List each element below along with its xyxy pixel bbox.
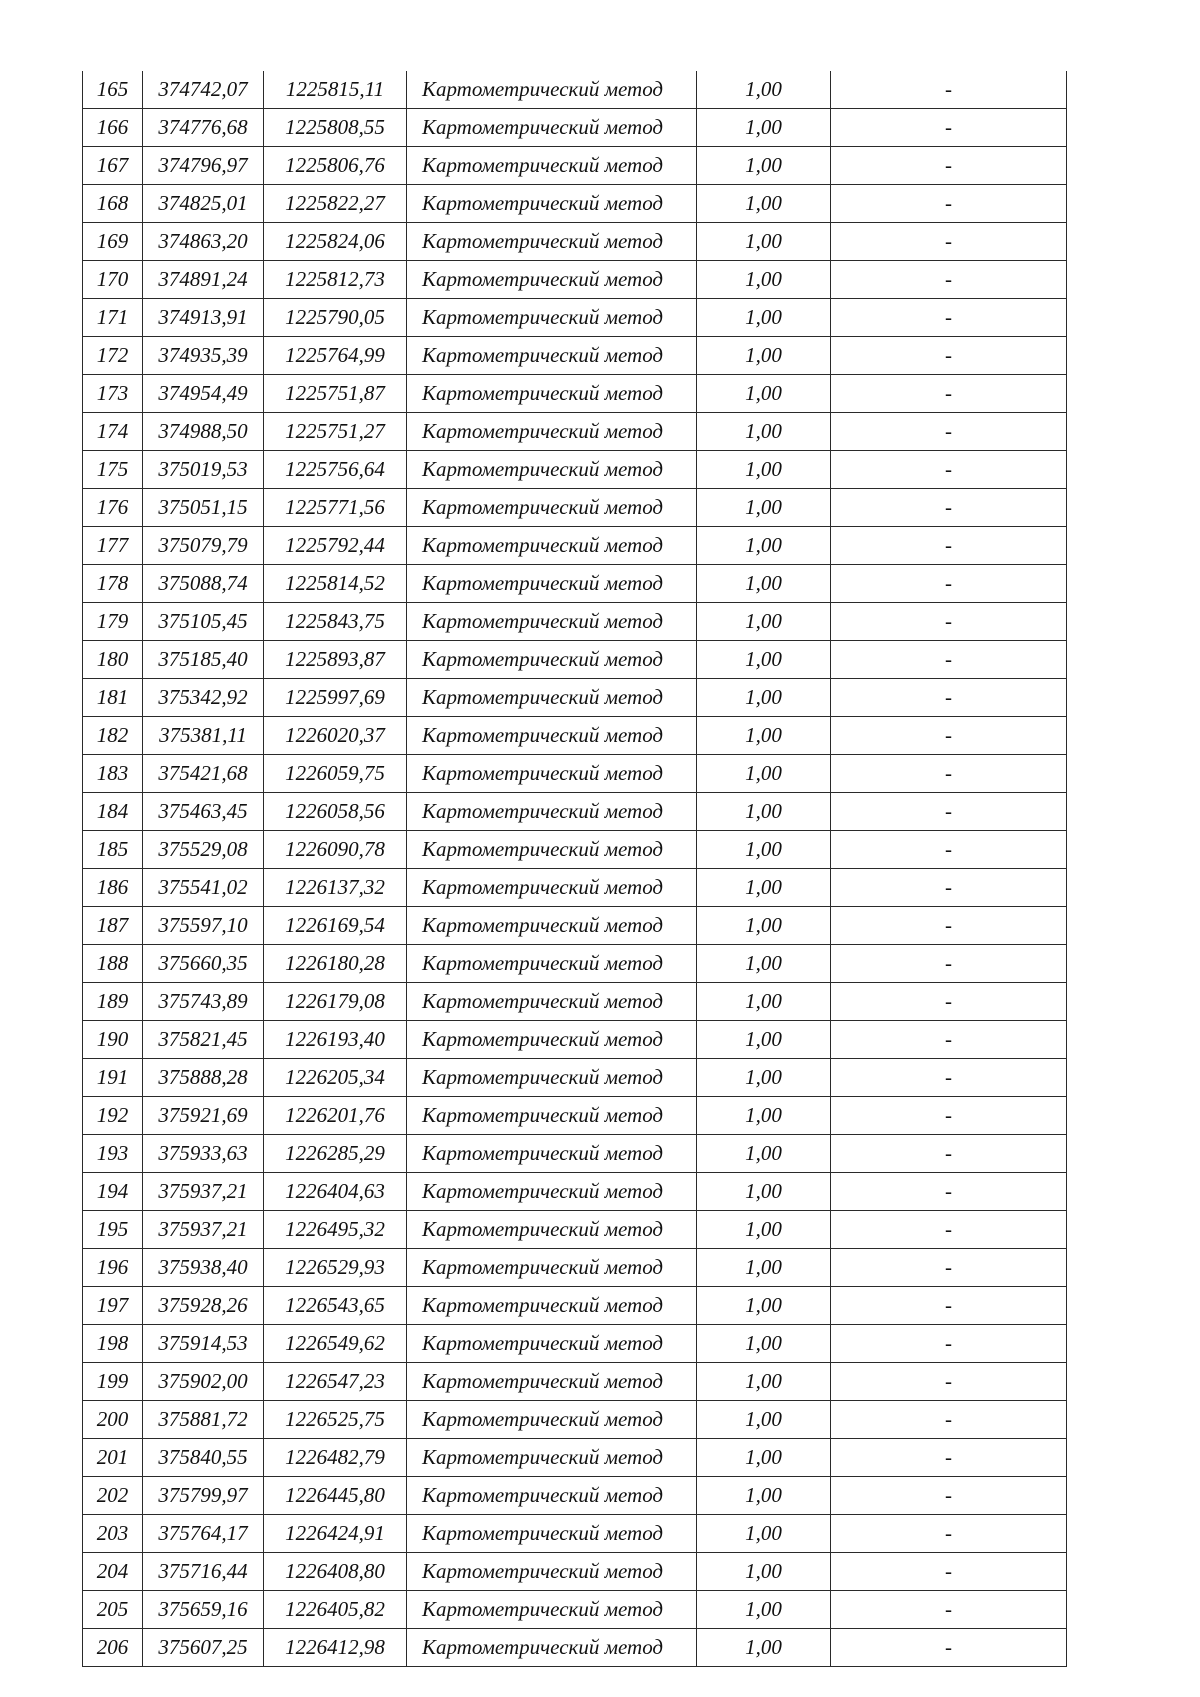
description-cell: - [831,1439,1067,1477]
point-number-cell: 189 [83,983,143,1021]
y-coordinate-cell: 1226205,34 [264,1059,407,1097]
description-cell: - [831,109,1067,147]
method-cell: Картометрический метод [407,451,697,489]
table-row [83,1211,1067,1249]
method-cell: Картометрический метод [407,185,697,223]
table-row [83,1515,1067,1553]
method-cell: Картометрический метод [407,413,697,451]
description-cell: - [831,565,1067,603]
table-row [83,413,1067,451]
accuracy-cell: 1,00 [697,1363,831,1401]
point-number-cell: 186 [83,869,143,907]
point-number-cell: 184 [83,793,143,831]
accuracy-cell: 1,00 [697,565,831,603]
y-coordinate-cell: 1226408,80 [264,1553,407,1591]
description-cell: - [831,717,1067,755]
accuracy-cell: 1,00 [697,1173,831,1211]
x-coordinate-cell: 375529,08 [143,831,264,869]
y-coordinate-cell: 1225824,06 [264,223,407,261]
method-cell: Картометрический метод [407,1173,697,1211]
y-coordinate-cell: 1226543,65 [264,1287,407,1325]
table-row [83,945,1067,983]
x-coordinate-cell: 374776,68 [143,109,264,147]
x-coordinate-cell: 375937,21 [143,1173,264,1211]
x-coordinate-cell: 374954,49 [143,375,264,413]
table-row [83,337,1067,375]
x-coordinate-cell: 375938,40 [143,1249,264,1287]
description-cell: - [831,1363,1067,1401]
point-number-cell: 174 [83,413,143,451]
accuracy-cell: 1,00 [697,1097,831,1135]
x-coordinate-cell: 375933,63 [143,1135,264,1173]
description-cell: - [831,603,1067,641]
y-coordinate-cell: 1226405,82 [264,1591,407,1629]
description-cell: - [831,185,1067,223]
table-row [83,1325,1067,1363]
y-coordinate-cell: 1225751,27 [264,413,407,451]
table-row [83,1629,1067,1667]
point-number-cell: 194 [83,1173,143,1211]
description-cell: - [831,527,1067,565]
method-cell: Картометрический метод [407,755,697,793]
table-row [83,907,1067,945]
method-cell: Картометрический метод [407,1515,697,1553]
accuracy-cell: 1,00 [697,641,831,679]
point-number-cell: 206 [83,1629,143,1667]
y-coordinate-cell: 1226090,78 [264,831,407,869]
point-number-cell: 182 [83,717,143,755]
method-cell: Картометрический метод [407,109,697,147]
description-cell: - [831,793,1067,831]
description-cell: - [831,755,1067,793]
method-cell: Картометрический метод [407,1629,697,1667]
method-cell: Картометрический метод [407,1211,697,1249]
x-coordinate-cell: 375764,17 [143,1515,264,1553]
x-coordinate-cell: 375840,55 [143,1439,264,1477]
accuracy-cell: 1,00 [697,185,831,223]
x-coordinate-cell: 375902,00 [143,1363,264,1401]
y-coordinate-cell: 1225756,64 [264,451,407,489]
table-row [83,1249,1067,1287]
description-cell: - [831,1135,1067,1173]
table-row [83,565,1067,603]
point-number-cell: 169 [83,223,143,261]
point-number-cell: 165 [83,71,143,109]
point-number-cell: 197 [83,1287,143,1325]
description-cell: - [831,1325,1067,1363]
table-row [83,185,1067,223]
y-coordinate-cell: 1225893,87 [264,641,407,679]
method-cell: Картометрический метод [407,793,697,831]
method-cell: Картометрический метод [407,1021,697,1059]
table-row [83,603,1067,641]
accuracy-cell: 1,00 [697,147,831,185]
accuracy-cell: 1,00 [697,1059,831,1097]
method-cell: Картометрический метод [407,603,697,641]
coordinates-table [82,71,1067,1667]
y-coordinate-cell: 1225808,55 [264,109,407,147]
accuracy-cell: 1,00 [697,1553,831,1591]
description-cell: - [831,1553,1067,1591]
description-cell: - [831,679,1067,717]
x-coordinate-cell: 374796,97 [143,147,264,185]
method-cell: Картометрический метод [407,1591,697,1629]
y-coordinate-cell: 1225806,76 [264,147,407,185]
x-coordinate-cell: 375019,53 [143,451,264,489]
x-coordinate-cell: 375937,21 [143,1211,264,1249]
accuracy-cell: 1,00 [697,261,831,299]
accuracy-cell: 1,00 [697,793,831,831]
y-coordinate-cell: 1226404,63 [264,1173,407,1211]
y-coordinate-cell: 1226179,08 [264,983,407,1021]
x-coordinate-cell: 374825,01 [143,185,264,223]
y-coordinate-cell: 1226412,98 [264,1629,407,1667]
method-cell: Картометрический метод [407,1249,697,1287]
accuracy-cell: 1,00 [697,1477,831,1515]
point-number-cell: 183 [83,755,143,793]
point-number-cell: 205 [83,1591,143,1629]
method-cell: Картометрический метод [407,1325,697,1363]
point-number-cell: 173 [83,375,143,413]
accuracy-cell: 1,00 [697,413,831,451]
y-coordinate-cell: 1225822,27 [264,185,407,223]
table-row [83,679,1067,717]
method-cell: Картометрический метод [407,261,697,299]
point-number-cell: 177 [83,527,143,565]
y-coordinate-cell: 1225751,87 [264,375,407,413]
description-cell: - [831,489,1067,527]
y-coordinate-cell: 1226424,91 [264,1515,407,1553]
point-number-cell: 203 [83,1515,143,1553]
description-cell: - [831,413,1067,451]
accuracy-cell: 1,00 [697,945,831,983]
point-number-cell: 176 [83,489,143,527]
method-cell: Картометрический метод [407,869,697,907]
point-number-cell: 200 [83,1401,143,1439]
table-row [83,261,1067,299]
point-number-cell: 201 [83,1439,143,1477]
accuracy-cell: 1,00 [697,527,831,565]
point-number-cell: 178 [83,565,143,603]
method-cell: Картометрический метод [407,983,697,1021]
description-cell: - [831,223,1067,261]
description-cell: - [831,1059,1067,1097]
table-row [83,1287,1067,1325]
description-cell: - [831,299,1067,337]
x-coordinate-cell: 375079,79 [143,527,264,565]
y-coordinate-cell: 1226547,23 [264,1363,407,1401]
accuracy-cell: 1,00 [697,337,831,375]
x-coordinate-cell: 375185,40 [143,641,264,679]
table-row [83,147,1067,185]
point-number-cell: 188 [83,945,143,983]
description-cell: - [831,1515,1067,1553]
y-coordinate-cell: 1225997,69 [264,679,407,717]
table-row [83,1059,1067,1097]
accuracy-cell: 1,00 [697,1211,831,1249]
x-coordinate-cell: 375051,15 [143,489,264,527]
y-coordinate-cell: 1226525,75 [264,1401,407,1439]
table-row [83,983,1067,1021]
accuracy-cell: 1,00 [697,375,831,413]
table-row [83,755,1067,793]
method-cell: Картометрический метод [407,945,697,983]
description-cell: - [831,261,1067,299]
x-coordinate-cell: 375881,72 [143,1401,264,1439]
point-number-cell: 185 [83,831,143,869]
x-coordinate-cell: 375888,28 [143,1059,264,1097]
y-coordinate-cell: 1226201,76 [264,1097,407,1135]
x-coordinate-cell: 375914,53 [143,1325,264,1363]
y-coordinate-cell: 1226059,75 [264,755,407,793]
accuracy-cell: 1,00 [697,489,831,527]
accuracy-cell: 1,00 [697,755,831,793]
point-number-cell: 191 [83,1059,143,1097]
y-coordinate-cell: 1226058,56 [264,793,407,831]
accuracy-cell: 1,00 [697,907,831,945]
method-cell: Картометрический метод [407,1553,697,1591]
description-cell: - [831,1629,1067,1667]
point-number-cell: 166 [83,109,143,147]
table-row [83,451,1067,489]
accuracy-cell: 1,00 [697,109,831,147]
method-cell: Картометрический метод [407,1363,697,1401]
table-row [83,1477,1067,1515]
description-cell: - [831,983,1067,1021]
accuracy-cell: 1,00 [697,1515,831,1553]
point-number-cell: 202 [83,1477,143,1515]
table-row [83,1173,1067,1211]
point-number-cell: 196 [83,1249,143,1287]
coordinates-table-body [83,71,1067,1667]
table-row [83,1363,1067,1401]
accuracy-cell: 1,00 [697,869,831,907]
accuracy-cell: 1,00 [697,299,831,337]
table-row [83,1439,1067,1477]
description-cell: - [831,945,1067,983]
y-coordinate-cell: 1226020,37 [264,717,407,755]
x-coordinate-cell: 374913,91 [143,299,264,337]
point-number-cell: 204 [83,1553,143,1591]
accuracy-cell: 1,00 [697,983,831,1021]
method-cell: Картометрический метод [407,71,697,109]
point-number-cell: 192 [83,1097,143,1135]
method-cell: Картометрический метод [407,299,697,337]
description-cell: - [831,1591,1067,1629]
y-coordinate-cell: 1226549,62 [264,1325,407,1363]
y-coordinate-cell: 1225792,44 [264,527,407,565]
accuracy-cell: 1,00 [697,679,831,717]
method-cell: Картометрический метод [407,1477,697,1515]
method-cell: Картометрический метод [407,1135,697,1173]
table-row [83,489,1067,527]
x-coordinate-cell: 374863,20 [143,223,264,261]
method-cell: Картометрический метод [407,641,697,679]
x-coordinate-cell: 375342,92 [143,679,264,717]
y-coordinate-cell: 1226180,28 [264,945,407,983]
method-cell: Картометрический метод [407,831,697,869]
point-number-cell: 195 [83,1211,143,1249]
accuracy-cell: 1,00 [697,831,831,869]
x-coordinate-cell: 375659,16 [143,1591,264,1629]
method-cell: Картометрический метод [407,489,697,527]
description-cell: - [831,1097,1067,1135]
method-cell: Картометрический метод [407,1059,697,1097]
description-cell: - [831,869,1067,907]
point-number-cell: 172 [83,337,143,375]
x-coordinate-cell: 375660,35 [143,945,264,983]
accuracy-cell: 1,00 [697,1629,831,1667]
description-cell: - [831,147,1067,185]
x-coordinate-cell: 375463,45 [143,793,264,831]
y-coordinate-cell: 1225790,05 [264,299,407,337]
y-coordinate-cell: 1226445,80 [264,1477,407,1515]
description-cell: - [831,71,1067,109]
method-cell: Картометрический метод [407,337,697,375]
accuracy-cell: 1,00 [697,1401,831,1439]
y-coordinate-cell: 1226495,32 [264,1211,407,1249]
y-coordinate-cell: 1226169,54 [264,907,407,945]
accuracy-cell: 1,00 [697,717,831,755]
x-coordinate-cell: 375821,45 [143,1021,264,1059]
method-cell: Картометрический метод [407,907,697,945]
accuracy-cell: 1,00 [697,603,831,641]
table-row [83,109,1067,147]
table-row [83,793,1067,831]
method-cell: Картометрический метод [407,1287,697,1325]
description-cell: - [831,1021,1067,1059]
y-coordinate-cell: 1226137,32 [264,869,407,907]
table-row [83,375,1067,413]
y-coordinate-cell: 1225812,73 [264,261,407,299]
method-cell: Картометрический метод [407,1097,697,1135]
y-coordinate-cell: 1225815,11 [264,71,407,109]
accuracy-cell: 1,00 [697,71,831,109]
description-cell: - [831,337,1067,375]
point-number-cell: 187 [83,907,143,945]
y-coordinate-cell: 1225764,99 [264,337,407,375]
description-cell: - [831,907,1067,945]
accuracy-cell: 1,00 [697,451,831,489]
method-cell: Картометрический метод [407,375,697,413]
accuracy-cell: 1,00 [697,1135,831,1173]
accuracy-cell: 1,00 [697,223,831,261]
x-coordinate-cell: 375541,02 [143,869,264,907]
table-row [83,71,1067,109]
x-coordinate-cell: 375597,10 [143,907,264,945]
table-row [83,869,1067,907]
x-coordinate-cell: 375421,68 [143,755,264,793]
x-coordinate-cell: 375105,45 [143,603,264,641]
table-row [83,717,1067,755]
description-cell: - [831,1477,1067,1515]
method-cell: Картометрический метод [407,1439,697,1477]
point-number-cell: 179 [83,603,143,641]
accuracy-cell: 1,00 [697,1021,831,1059]
y-coordinate-cell: 1226285,29 [264,1135,407,1173]
x-coordinate-cell: 375743,89 [143,983,264,1021]
table-row [83,527,1067,565]
description-cell: - [831,1173,1067,1211]
method-cell: Картометрический метод [407,147,697,185]
x-coordinate-cell: 374935,39 [143,337,264,375]
x-coordinate-cell: 375607,25 [143,1629,264,1667]
point-number-cell: 193 [83,1135,143,1173]
description-cell: - [831,1287,1067,1325]
table-row [83,1591,1067,1629]
method-cell: Картометрический метод [407,717,697,755]
x-coordinate-cell: 375088,74 [143,565,264,603]
y-coordinate-cell: 1225814,52 [264,565,407,603]
point-number-cell: 199 [83,1363,143,1401]
point-number-cell: 170 [83,261,143,299]
table-row [83,641,1067,679]
description-cell: - [831,1211,1067,1249]
point-number-cell: 175 [83,451,143,489]
point-number-cell: 181 [83,679,143,717]
x-coordinate-cell: 375928,26 [143,1287,264,1325]
point-number-cell: 190 [83,1021,143,1059]
x-coordinate-cell: 374891,24 [143,261,264,299]
point-number-cell: 180 [83,641,143,679]
point-number-cell: 171 [83,299,143,337]
y-coordinate-cell: 1226193,40 [264,1021,407,1059]
accuracy-cell: 1,00 [697,1249,831,1287]
accuracy-cell: 1,00 [697,1439,831,1477]
method-cell: Картометрический метод [407,223,697,261]
x-coordinate-cell: 374742,07 [143,71,264,109]
point-number-cell: 168 [83,185,143,223]
y-coordinate-cell: 1226529,93 [264,1249,407,1287]
table-row [83,831,1067,869]
table-row [83,299,1067,337]
table-row [83,1021,1067,1059]
point-number-cell: 167 [83,147,143,185]
y-coordinate-cell: 1225843,75 [264,603,407,641]
table-row [83,223,1067,261]
method-cell: Картометрический метод [407,527,697,565]
table-row [83,1553,1067,1591]
method-cell: Картометрический метод [407,1401,697,1439]
x-coordinate-cell: 375716,44 [143,1553,264,1591]
description-cell: - [831,1249,1067,1287]
x-coordinate-cell: 374988,50 [143,413,264,451]
description-cell: - [831,831,1067,869]
x-coordinate-cell: 375921,69 [143,1097,264,1135]
method-cell: Картометрический метод [407,565,697,603]
accuracy-cell: 1,00 [697,1287,831,1325]
point-number-cell: 198 [83,1325,143,1363]
accuracy-cell: 1,00 [697,1325,831,1363]
description-cell: - [831,641,1067,679]
accuracy-cell: 1,00 [697,1591,831,1629]
table-row [83,1401,1067,1439]
method-cell: Картометрический метод [407,679,697,717]
table-row [83,1135,1067,1173]
y-coordinate-cell: 1225771,56 [264,489,407,527]
x-coordinate-cell: 375381,11 [143,717,264,755]
description-cell: - [831,1401,1067,1439]
x-coordinate-cell: 375799,97 [143,1477,264,1515]
y-coordinate-cell: 1226482,79 [264,1439,407,1477]
description-cell: - [831,451,1067,489]
table-row [83,1097,1067,1135]
description-cell: - [831,375,1067,413]
